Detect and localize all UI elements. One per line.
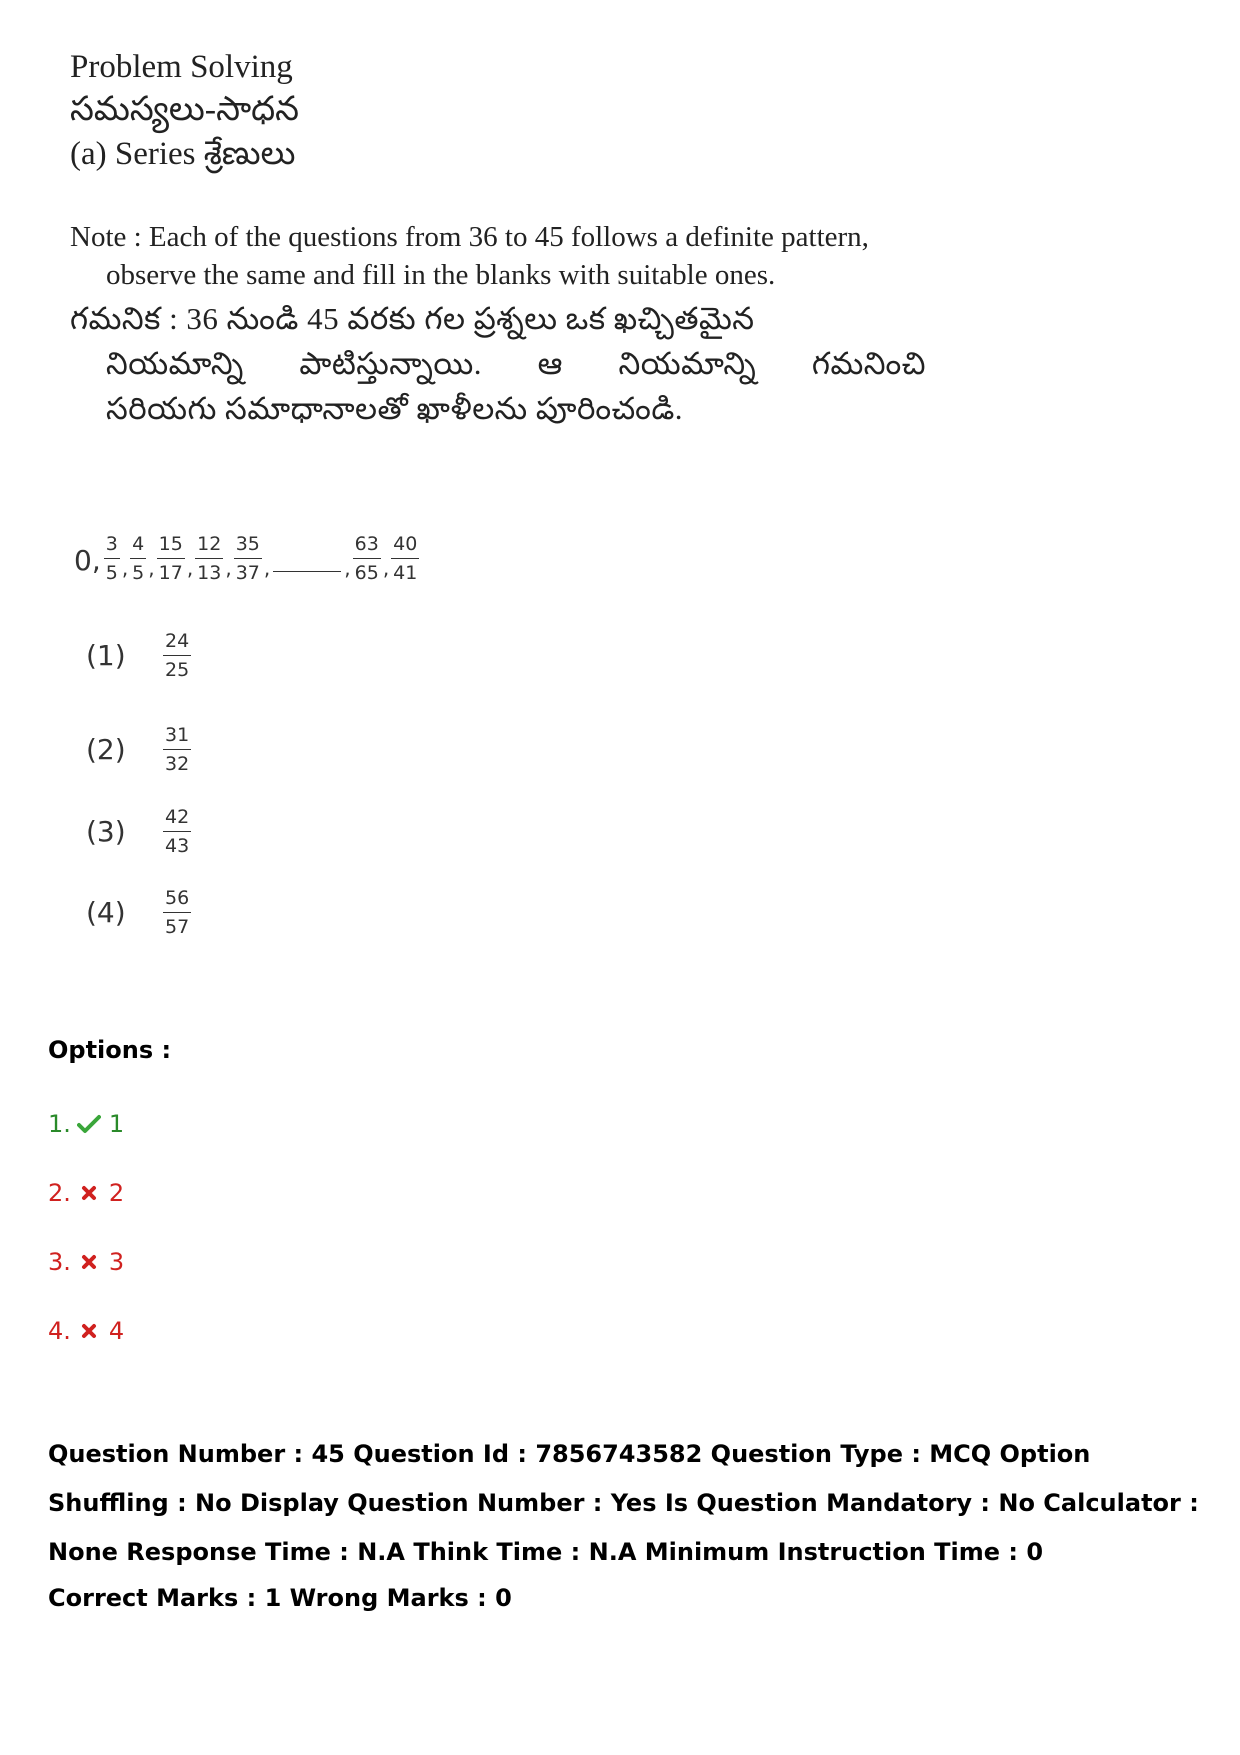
choice-fraction: $\frac{24}{25}$ [165,630,190,681]
options-title: Options : [48,1036,172,1064]
cross-icon [75,1185,103,1201]
choice-fraction: $\frac{56}{57}$ [165,887,190,938]
option-index: 2. [48,1179,71,1207]
note-te-line-2: నియమాన్ని పాటిస్తున్నాయి. ఆ నియమాన్ని గమనించి [106,346,926,381]
choice-fraction: $\frac{42}{43}$ [165,806,190,857]
note-line-1: Note : Each of the questions from 36 to 45 follows a definite pattern, [70,221,869,253]
option-index: 3. [48,1248,71,1276]
series-term: $\frac{40}{41}$ [393,533,418,584]
section-title: Problem Solving [70,49,293,85]
option-value: 4 [108,1317,125,1345]
choice-3: (3) $\frac{42}{43}$ [86,806,190,857]
option-3[interactable] [48,1248,124,1276]
option-value: 1 [108,1110,125,1138]
option-index: 4. [48,1317,71,1345]
question-meta: Question Number : 45 Question Id : 7856743582 Question Type : MCQ Option Shuffling : No Display Question Number : Yes Is Question Mandatory : No Calculator : None Response Time : N.A Think Time : N.A Minimum Instruction Time : 0 [48,1440,1199,1566]
note-te-line-3: సరియగు సమాధానాలతో ఖాళీలను పూరించండి. [106,391,684,426]
option-index: 1. [48,1110,71,1138]
choice-2: (2) $\frac{31}{32}$ [86,724,190,775]
note-telugu [70,296,950,431]
series-term: $\frac{15}{17}$ [158,533,183,584]
choice-4: (4) $\frac{56}{57}$ [86,887,190,938]
choice-fraction: $\frac{31}{32}$ [165,724,190,775]
check-icon [75,1114,103,1134]
option-1[interactable] [48,1110,124,1138]
series-blank [273,571,341,572]
cross-icon [75,1323,103,1339]
cross-icon [75,1254,103,1270]
option-value: 3 [108,1248,125,1276]
series-term: $\frac{12}{13}$ [197,533,222,584]
choice-1: (1) $\frac{24}{25}$ [86,630,190,681]
option-value: 2 [108,1179,125,1207]
option-2[interactable] [48,1179,124,1207]
section-title-telugu: సమస్యలు-సాధన [70,91,300,128]
fraction-series: 0, $\frac{3}{5}$ , $\frac{4}{5}$ , $\frac{15}{17}$ , $\frac{12}{13}$ , $\frac{35}{37}$ , , $\frac{63}{65}$ , $\frac{40}{41}$ [74,533,418,584]
series-term: $\frac{4}{5}$ [132,533,145,584]
marks-info: Correct Marks : 1 Wrong Marks : 0 [48,1584,512,1612]
note-english [70,218,950,294]
option-4[interactable] [48,1317,124,1345]
series-term: $\frac{35}{37}$ [235,533,260,584]
subsection-title: (a) Series శ్రేణులు [70,136,296,172]
series-term: $\frac{3}{5}$ [105,533,118,584]
note-line-2: observe the same and fill in the blanks with suitable ones. [106,259,776,291]
series-term: $\frac{63}{65}$ [354,533,379,584]
series-lead: 0, [74,544,101,577]
note-te-line-1: గమనిక : 36 నుండి 45 వరకు గల ప్రశ్నలు ఒక ఖచ్చితమైన [70,301,755,336]
question-image-block [70,46,950,431]
